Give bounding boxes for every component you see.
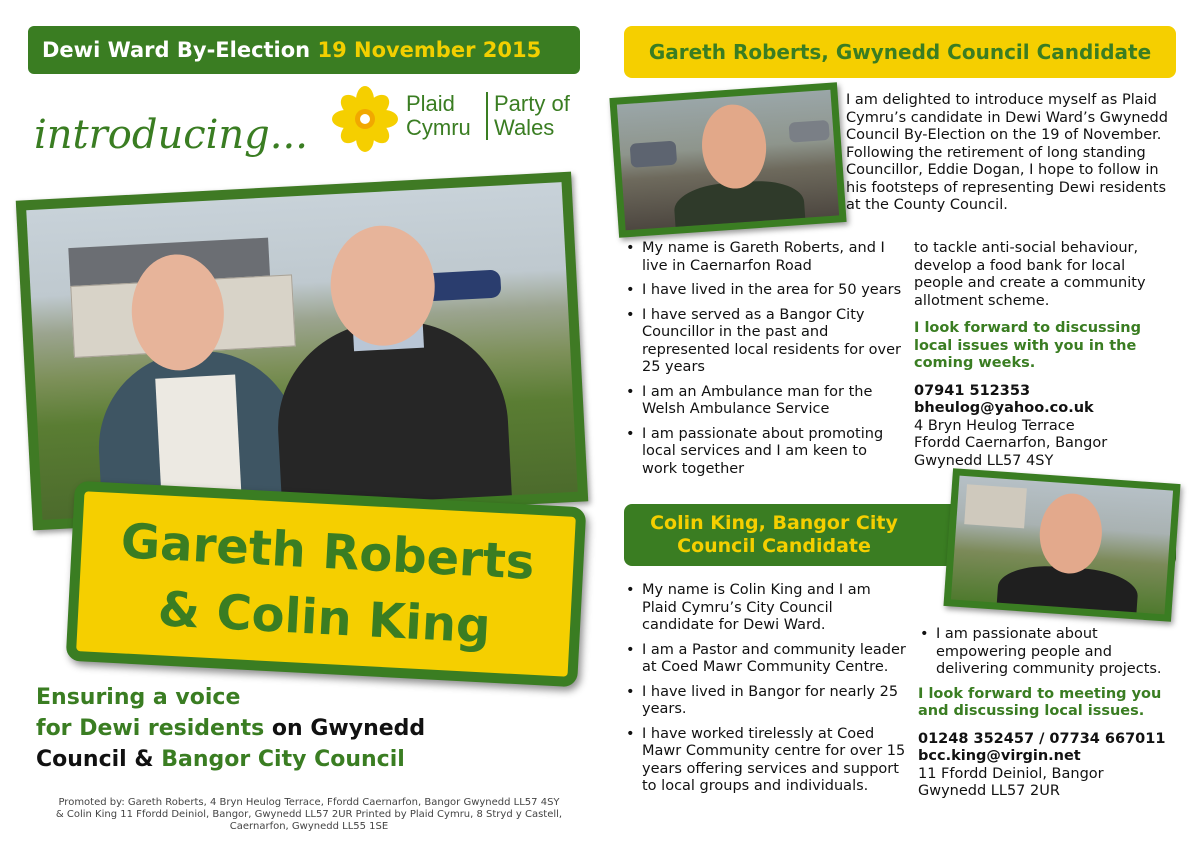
name-gareth: Gareth Roberts: [119, 513, 536, 591]
candidates-photo: [16, 172, 589, 531]
gareth-column-right: [914, 240, 1176, 470]
colin-column-right: [918, 626, 1180, 801]
gareth-header: Gareth Roberts, Gwynedd Council Candidate: [624, 26, 1176, 78]
colin-email: bcc.king@virgin.net: [918, 748, 1081, 764]
gareth-bullets-left: [624, 240, 906, 485]
gareth-photo-image: [617, 90, 839, 231]
tagline-part: for Dewi residents: [36, 716, 265, 741]
logo-text-welsh: [406, 92, 471, 140]
gareth-address-line: Ffordd Caernarfon, Bangor: [914, 435, 1108, 451]
colin-bullet: • I am passionate about empowering people and delivering community projects.: [918, 626, 1180, 679]
tagline-part: Bangor City Council: [161, 747, 405, 772]
gareth-bullet: • I am an Ambulance man for the Welsh Ambulance Service: [624, 384, 906, 419]
candidates-photo-image: [26, 182, 577, 520]
tagline-part: Ensuring a voice: [36, 685, 241, 710]
colin-address-line: Gwynedd LL57 2UR: [918, 783, 1060, 799]
colin-photo-image: [951, 476, 1173, 615]
by-election-banner: [28, 26, 580, 74]
colin-header-line: Council Candidate: [677, 535, 871, 557]
colin-phone: 01248 352457 / 07734 667011: [918, 730, 1166, 747]
colin-bullet: • I have worked tirelessly at Coed Mawr Community centre for over 15 years offering services and support to local groups and individuals.: [624, 726, 906, 796]
logo-line-plaid: Plaid: [406, 91, 455, 116]
colin-photo: [943, 468, 1180, 622]
colin-address-line: 11 Ffordd Deiniol, Bangor: [918, 765, 1104, 782]
colin-forward-statement: I look forward to meeting you and discussing local issues.: [918, 685, 1162, 719]
gareth-bullet: • My name is Gareth Roberts, and I live in Caernarfon Road: [624, 240, 906, 275]
gareth-bullet: • I have served as a Bangor City Councillor in the past and represented local residents for over 25 years: [624, 307, 906, 377]
imprint-line: Promoted by: Gareth Roberts, 4 Bryn Heulog Terrace, Ffordd Caernarfon, Bangor Gwynedd LL57 4SY: [58, 797, 560, 808]
candidates-names-box: [66, 481, 587, 688]
gareth-intro: I am delighted to introduce myself as Plaid Cymru’s candidate in Dewi Ward’s Gwynedd Council By-Election on the 19 of November. Following the retirement of long standing Councillor, Eddie Dogan, I hope to follow in his footsteps of representing Dewi residents at the County Council.: [846, 92, 1168, 213]
introducing-heading: introducing...: [34, 112, 308, 158]
logo-line-cymru: Cymru: [406, 115, 471, 140]
gareth-head: [699, 102, 769, 190]
colin-header-text: [624, 512, 924, 558]
colin-head: [1037, 492, 1104, 576]
colin-header-line: Colin King, Bangor City: [650, 512, 898, 534]
gareth-forward-statement: I look forward to discussing local issues with you in the coming weeks.: [914, 320, 1141, 371]
gareth-photo: [609, 82, 846, 238]
background-house: [964, 484, 1027, 528]
gareth-bullet: • I have lived in the area for 50 years: [624, 282, 906, 300]
banner-title: Dewi Ward By-Election: [42, 38, 311, 62]
logo-line-wales: Wales: [494, 115, 555, 140]
background-car: [630, 141, 678, 168]
gareth-continuation: to tackle anti-social behaviour, develop a food bank for local people and create a community allotment scheme.: [914, 240, 1146, 309]
plaid-cymru-logo: [330, 84, 570, 154]
background-car: [789, 120, 830, 143]
colin-bullets-left: [624, 582, 906, 803]
logo-text-english: [486, 92, 570, 140]
gareth-email: bheulog@yahoo.co.uk: [914, 400, 1094, 416]
tagline: [36, 682, 556, 775]
colin-bullet: • I am a Pastor and community leader at Coed Mawr Community Centre.: [624, 642, 906, 677]
colin-bullet: • I have lived in Bangor for nearly 25 years.: [624, 684, 906, 719]
imprint-line: Caernarfon, Gwynedd LL55 1SE: [229, 821, 389, 832]
tagline-part: on Gwynedd: [271, 716, 426, 741]
imprint: [44, 797, 574, 833]
logo-line-party-of: Party of: [494, 91, 570, 116]
banner-date: 19 November 2015: [317, 38, 542, 62]
name-colin: & Colin King: [156, 581, 492, 655]
gareth-bullet: • I am passionate about promoting local services and I am keen to work together: [624, 426, 906, 479]
gareth-phone: 07941 512353: [914, 382, 1031, 399]
tagline-part: Council &: [36, 747, 154, 772]
gareth-address-line: 4 Bryn Heulog Terrace: [914, 417, 1075, 434]
daffodil-icon: [332, 86, 398, 152]
colin-bullet: • My name is Colin King and I am Plaid Cymru’s City Council candidate for Dewi Ward.: [624, 582, 906, 635]
imprint-line: & Colin King 11 Ffordd Deiniol, Bangor, Gwynedd LL57 2UR Printed by Plaid Cymru, 8 Stryd y Castell,: [55, 809, 563, 820]
gareth-address-line: Gwynedd LL57 4SY: [914, 452, 1054, 469]
